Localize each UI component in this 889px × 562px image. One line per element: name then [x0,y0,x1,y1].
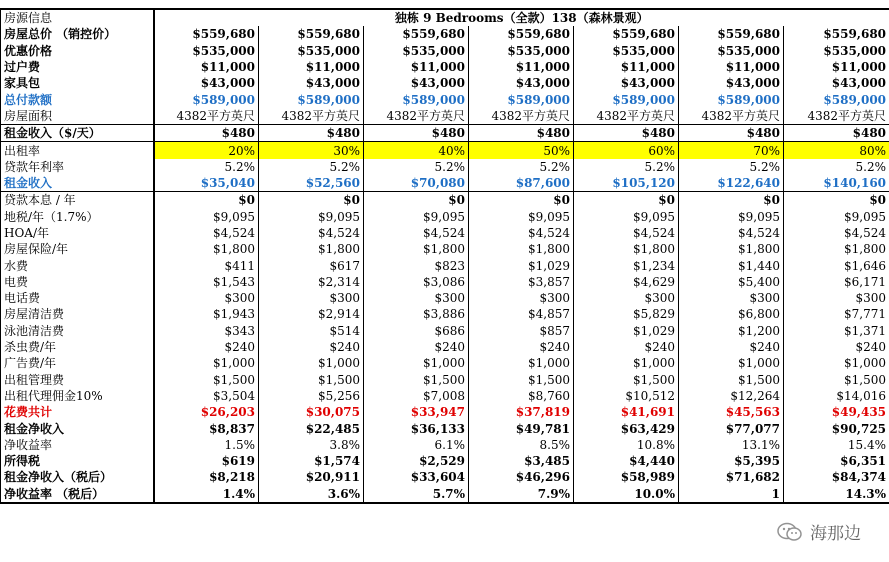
table-row [1,404,889,420]
table-cell: 70% [679,142,784,159]
table-cell: $2,529 [364,453,469,469]
table-cell: $1,000 [154,355,259,371]
table-cell: $49,435 [784,404,889,420]
row-label: 电话费 [1,290,154,306]
table-cell: $6,351 [784,453,889,469]
table-cell: $30,075 [259,404,364,420]
table-cell: $686 [364,323,469,339]
table-cell: $480 [259,125,364,142]
table-cell: $4,524 [259,225,364,241]
table-cell: $589,000 [469,91,574,107]
table-cell: $480 [679,125,784,142]
table-cell: $43,000 [574,75,679,91]
table-cell: $58,989 [574,469,679,485]
table-cell: $589,000 [784,91,889,107]
table-cell: $1,800 [364,241,469,257]
row-label: 租金净收入（税后） [1,469,154,485]
table-cell: $300 [574,290,679,306]
table-cell: $300 [259,290,364,306]
table-cell: $480 [154,125,259,142]
table-cell: $0 [259,192,364,209]
table-cell: $122,640 [679,175,784,192]
table-cell: 4382平方英尺 [259,108,364,125]
table-cell: $1,500 [259,372,364,388]
table-cell: $1,000 [679,355,784,371]
row-label: 电费 [1,274,154,290]
table-cell: 5.2% [259,159,364,175]
table-cell: 10.8% [574,437,679,453]
table-cell: $3,086 [364,274,469,290]
table-cell: $589,000 [679,91,784,107]
table-cell: $1,029 [469,257,574,273]
table-cell: $4,524 [784,225,889,241]
table-row [1,91,889,107]
table-cell: $43,000 [364,75,469,91]
table-cell: $823 [364,257,469,273]
table-cell: $559,680 [259,26,364,42]
row-label: 房源信息 [1,9,154,26]
table-cell: $1,800 [679,241,784,257]
row-label: 所得税 [1,453,154,469]
row-label: 杀虫费/年 [1,339,154,355]
table-cell: $5,395 [679,453,784,469]
table-cell: $9,095 [364,209,469,225]
row-label: 泳池清洁费 [1,323,154,339]
table-cell: $589,000 [154,91,259,107]
table-cell: $11,000 [259,59,364,75]
table-cell: $1,500 [679,372,784,388]
row-label: 广告费/年 [1,355,154,371]
table-cell: $1,500 [469,372,574,388]
table-cell: $240 [574,339,679,355]
table-cell: $300 [784,290,889,306]
table-cell: $43,000 [154,75,259,91]
table-cell: 1.5% [154,437,259,453]
table-cell: $5,400 [679,274,784,290]
table-cell: $46,296 [469,469,574,485]
table-cell: $9,095 [469,209,574,225]
table-cell: $1,000 [784,355,889,371]
table-cell: 6.1% [364,437,469,453]
table-row [1,209,889,225]
table-row [1,388,889,404]
table-cell: $4,524 [154,225,259,241]
row-label: 房屋面积 [1,108,154,125]
table-cell: $240 [469,339,574,355]
table-cell: $480 [784,125,889,142]
table-cell: 5.2% [784,159,889,175]
table-cell: $4,629 [574,274,679,290]
table-row [1,486,889,503]
table-cell: $1,543 [154,274,259,290]
table-cell: $9,095 [154,209,259,225]
row-label: 贷款年利率 [1,159,154,175]
table-cell: $300 [469,290,574,306]
row-label: 租金收入（$/天） [1,125,154,142]
table-cell: $1,000 [469,355,574,371]
table-row [1,241,889,257]
row-label: 租金净收入 [1,420,154,436]
table-cell: $9,095 [574,209,679,225]
row-label: 优惠价格 [1,43,154,59]
table-cell: $70,080 [364,175,469,192]
table-cell: $1,500 [364,372,469,388]
table-cell: $63,429 [574,420,679,436]
row-label: 总付款额 [1,91,154,107]
table-row [1,323,889,339]
table-row [1,142,889,159]
table-cell: 50% [469,142,574,159]
table-cell: $1,500 [574,372,679,388]
table-cell: $240 [679,339,784,355]
table-cell: $35,040 [154,175,259,192]
table-cell: $77,077 [679,420,784,436]
table-cell: 7.9% [469,486,574,503]
row-label: HOA/年 [1,225,154,241]
table-cell: 4382平方英尺 [679,108,784,125]
table-cell: $1,500 [784,372,889,388]
table-cell: 1 [679,486,784,503]
table-cell: $11,000 [469,59,574,75]
row-label: 贷款本息 / 年 [1,192,154,209]
table-row [1,43,889,59]
table-cell: $480 [364,125,469,142]
table-cell: $240 [154,339,259,355]
table-row [1,59,889,75]
table-row [1,225,889,241]
table-row [1,355,889,371]
table-cell: 1.4% [154,486,259,503]
table-cell: $8,218 [154,469,259,485]
table-cell: 4382平方英尺 [364,108,469,125]
table-cell: $589,000 [574,91,679,107]
table-cell: $84,374 [784,469,889,485]
table-cell: $559,680 [469,26,574,42]
table-cell: $43,000 [679,75,784,91]
table-cell: $4,524 [364,225,469,241]
row-label: 家具包 [1,75,154,91]
table-cell: $4,524 [574,225,679,241]
table-cell: $535,000 [259,43,364,59]
table-cell: $619 [154,453,259,469]
table-cell: 15.4% [784,437,889,453]
table-cell: $20,911 [259,469,364,485]
row-label: 租金收入 [1,175,154,192]
table-cell: $5,256 [259,388,364,404]
table-cell: $6,800 [679,306,784,322]
table-cell: $480 [469,125,574,142]
table-cell: $559,680 [364,26,469,42]
table-row [1,274,889,290]
table-cell: $12,264 [679,388,784,404]
table-cell: 4382平方英尺 [154,108,259,125]
row-label: 出租代理佣金10% [1,388,154,404]
table-cell: $9,095 [259,209,364,225]
watermark-text: 海那边 [810,524,861,544]
table-cell: 80% [784,142,889,159]
table-cell: 5.7% [364,486,469,503]
table-cell: $7,008 [364,388,469,404]
table-cell: $559,680 [154,26,259,42]
table-cell: $1,371 [784,323,889,339]
row-label: 过户费 [1,59,154,75]
table-row [1,290,889,306]
row-label: 花费共计 [1,404,154,420]
table-cell: 60% [574,142,679,159]
table-cell: $1,000 [364,355,469,371]
table-cell: $37,819 [469,404,574,420]
table-cell: $1,800 [574,241,679,257]
table-cell: $559,680 [574,26,679,42]
table-cell: $535,000 [784,43,889,59]
table-cell: 10.0% [574,486,679,503]
table-cell: $240 [784,339,889,355]
table-cell: $3,857 [469,274,574,290]
table-row [1,26,889,42]
table-cell: $343 [154,323,259,339]
table-cell: $45,563 [679,404,784,420]
table-cell: $300 [154,290,259,306]
table-cell: $240 [259,339,364,355]
table-cell: $36,133 [364,420,469,436]
table-row [1,192,889,209]
table-cell: $2,914 [259,306,364,322]
table-cell: $43,000 [259,75,364,91]
table-cell: $589,000 [259,91,364,107]
table-cell: 13.1% [679,437,784,453]
table-cell: 5.2% [469,159,574,175]
table-cell: $559,680 [679,26,784,42]
table-cell: $8,837 [154,420,259,436]
table-cell: $411 [154,257,259,273]
table-cell: $3,485 [469,453,574,469]
table-cell: $480 [574,125,679,142]
table-cell: $1,574 [259,453,364,469]
table-cell: $3,886 [364,306,469,322]
table-cell: $1,440 [679,257,784,273]
table-cell: $0 [154,192,259,209]
table-cell: $2,314 [259,274,364,290]
table-row [1,339,889,355]
table-cell: $1,800 [784,241,889,257]
table-row [1,9,889,26]
table-cell: $41,691 [574,404,679,420]
table-row [1,108,889,125]
table-cell: $26,203 [154,404,259,420]
table-cell: $1,943 [154,306,259,322]
table-cell: $0 [784,192,889,209]
table-cell: $140,160 [784,175,889,192]
row-label: 房屋总价 （销控价） [1,26,154,42]
table-cell: $1,800 [259,241,364,257]
table-cell: $514 [259,323,364,339]
table-cell: 20% [154,142,259,159]
table-row [1,420,889,436]
table-cell: $4,440 [574,453,679,469]
table-cell: 4382平方英尺 [574,108,679,125]
table-cell: $87,600 [469,175,574,192]
table-row [1,159,889,175]
table-cell: $1,200 [679,323,784,339]
table-cell: $1,800 [469,241,574,257]
table-cell: $300 [679,290,784,306]
table-cell: $1,029 [574,323,679,339]
table-cell: 3.6% [259,486,364,503]
table-cell: 4382平方英尺 [784,108,889,125]
table-cell: $857 [469,323,574,339]
table-cell: $0 [574,192,679,209]
table-cell: $33,604 [364,469,469,485]
table-cell: $300 [364,290,469,306]
table-cell: $11,000 [679,59,784,75]
table-cell: $1,234 [574,257,679,273]
table-cell: $33,947 [364,404,469,420]
table-row [1,306,889,322]
table-cell: 5.2% [574,159,679,175]
table-cell: 30% [259,142,364,159]
table-cell: $535,000 [679,43,784,59]
wechat-icon [776,521,804,543]
table-cell: 14.3% [784,486,889,503]
table-cell: 8.5% [469,437,574,453]
table-row [1,125,889,142]
table-cell: 40% [364,142,469,159]
table-cell: $535,000 [574,43,679,59]
table-cell: $0 [679,192,784,209]
table-cell: $10,512 [574,388,679,404]
watermark [776,519,861,544]
table-cell: $1,800 [154,241,259,257]
table-cell: $1,000 [574,355,679,371]
row-label: 出租率 [1,142,154,159]
table-cell: $7,771 [784,306,889,322]
table-row [1,75,889,91]
table-cell: $617 [259,257,364,273]
table-row [1,257,889,273]
table-cell: $11,000 [574,59,679,75]
table-cell: $535,000 [469,43,574,59]
row-label: 房屋保险/年 [1,241,154,257]
table-cell: $8,760 [469,388,574,404]
row-label: 净收益率 （税后） [1,486,154,503]
table-cell: $105,120 [574,175,679,192]
table-cell: $240 [364,339,469,355]
row-label: 水费 [1,257,154,273]
table-cell: $71,682 [679,469,784,485]
row-label: 出租管理费 [1,372,154,388]
row-label: 地税/年（1.7%） [1,209,154,225]
table-cell: $1,500 [154,372,259,388]
table-cell: 5.2% [364,159,469,175]
table-cell: $4,857 [469,306,574,322]
table-cell: $49,781 [469,420,574,436]
table-row [1,175,889,192]
table-cell: $11,000 [364,59,469,75]
table-cell: $14,016 [784,388,889,404]
table-cell: $5,829 [574,306,679,322]
table-cell: $1,000 [259,355,364,371]
table-row [1,437,889,453]
row-label: 净收益率 [1,437,154,453]
table-cell: $11,000 [784,59,889,75]
table-cell: $22,485 [259,420,364,436]
table-cell: 3.8% [259,437,364,453]
table-cell: $52,560 [259,175,364,192]
investment-table [0,8,889,504]
table-cell: $3,504 [154,388,259,404]
table-cell: $589,000 [364,91,469,107]
table-cell: $6,171 [784,274,889,290]
table-cell: $559,680 [784,26,889,42]
table-cell: 4382平方英尺 [469,108,574,125]
table-cell: 5.2% [154,159,259,175]
table-cell: $9,095 [679,209,784,225]
table-row [1,469,889,485]
table-title: 独栋 9 Bedrooms（全款）138（森林景观） [154,9,889,26]
table-cell: $11,000 [154,59,259,75]
table-cell: $9,095 [784,209,889,225]
table-cell: $535,000 [364,43,469,59]
table-cell: $0 [364,192,469,209]
table-row [1,453,889,469]
table-cell: $4,524 [469,225,574,241]
table-cell: 5.2% [679,159,784,175]
table-cell: $43,000 [469,75,574,91]
table-cell: $1,646 [784,257,889,273]
table-row [1,372,889,388]
row-label: 房屋清洁费 [1,306,154,322]
table-cell: $43,000 [784,75,889,91]
table-cell: $0 [469,192,574,209]
table-cell: $535,000 [154,43,259,59]
table-cell: $90,725 [784,420,889,436]
table-cell: $4,524 [679,225,784,241]
